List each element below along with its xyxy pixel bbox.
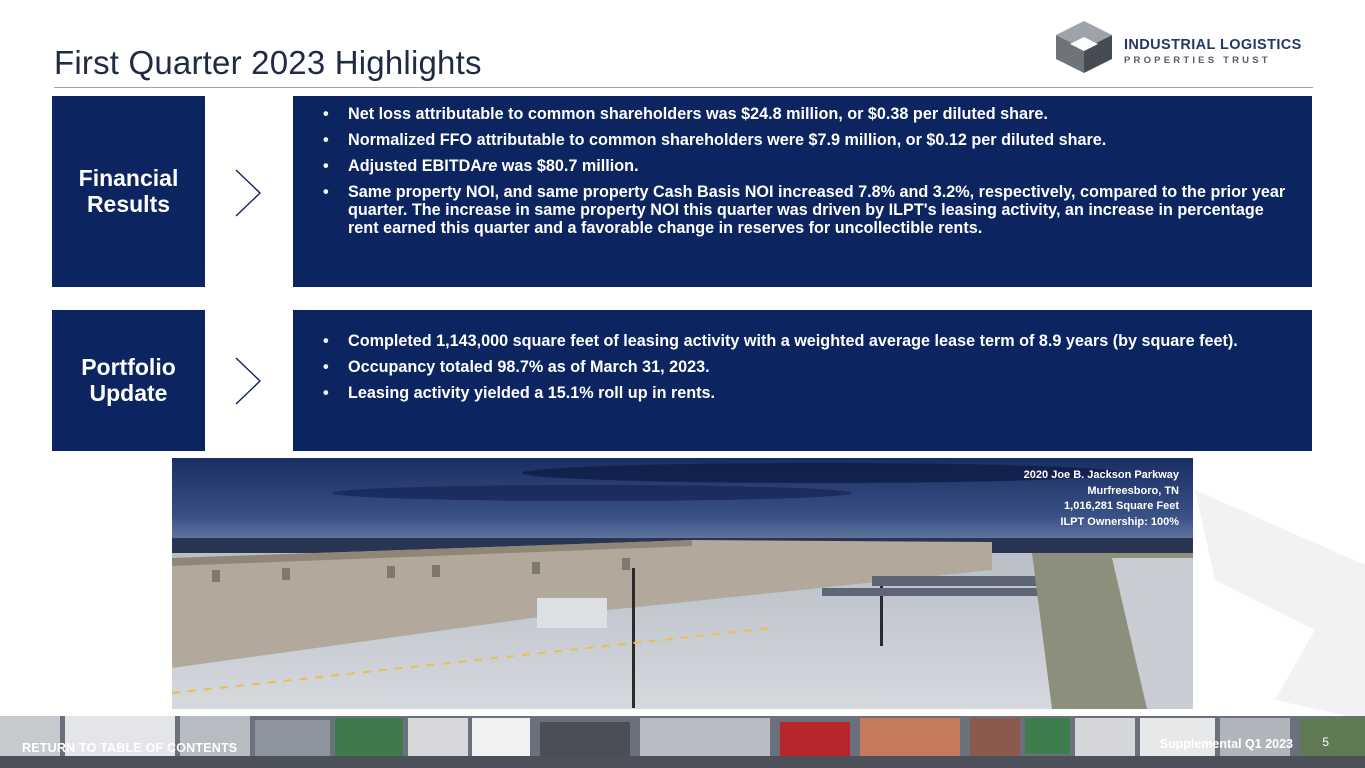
page-number: 5 [1322, 735, 1329, 749]
ebitda-value-text: was $80.7 million. [497, 157, 639, 175]
portfolio-bullet: • Completed 1,143,000 square feet of leasing activity with a weighted average lease term of 8.9 years (by square feet). [323, 332, 1292, 350]
cube-logo-icon [1054, 19, 1114, 75]
portfolio-bullet: • Leasing activity yielded a 15.1% roll up in rents. [323, 384, 1292, 402]
property-ownership: ILPT Ownership: 100% [1060, 515, 1179, 528]
return-to-toc-link[interactable]: RETURN TO TABLE OF CONTENTS [22, 741, 238, 755]
property-city: Murfreesboro, TN [1087, 484, 1179, 497]
ebitda-text: Adjusted EBITDA [348, 157, 482, 175]
financial-bullet: • Normalized FFO attributable to common shareholders were $7.9 million, or $0.12 per diluted share. [323, 131, 1292, 149]
portfolio-update-label [52, 310, 205, 451]
company-logo [1054, 19, 1324, 75]
ebitda-re-text: re [482, 157, 498, 175]
financial-results-label [52, 96, 205, 287]
financial-bullet: • Same property NOI, and same property Cash Basis NOI increased 7.8% and 3.2%, respectively, compared to the prior year quarter. The increase in same property NOI this quarter was driven by ILPT's leasing activity, an increase in percentage rent earned this quarter and a favorable change in reserves for uncollectible rents. [323, 183, 1292, 237]
page-title: First Quarter 2023 Highlights [54, 44, 482, 81]
property-size: 1,016,281 Square Feet [1064, 500, 1179, 512]
portfolio-label-line2: Update [89, 379, 168, 406]
portfolio-bullet-list [323, 332, 1292, 402]
financial-label-line1: Financial [78, 165, 179, 192]
property-caption [1024, 468, 1179, 530]
financial-bullet-list [323, 105, 1292, 237]
financial-bullet [323, 157, 1292, 175]
chevron-right-icon [232, 356, 264, 406]
portfolio-label-line1: Portfolio [81, 354, 176, 381]
financial-label-line2: Results [86, 190, 171, 217]
financial-bullet: • Net loss attributable to common shareholders was $24.8 million, or $0.38 per diluted share. [323, 105, 1292, 123]
decorative-shape [1185, 470, 1365, 720]
logo-name: INDUSTRIAL LOGISTICS [1124, 37, 1302, 53]
supplemental-label: Supplemental Q1 2023 [1159, 737, 1293, 751]
portfolio-bullet: • Occupancy totaled 98.7% as of March 31, 2023. [323, 358, 1292, 376]
logo-subname: PROPERTIES TRUST [1124, 55, 1271, 66]
financial-results-content [293, 96, 1312, 287]
chevron-right-icon [232, 168, 264, 218]
footer-bar [0, 716, 1365, 768]
portfolio-update-content [293, 310, 1312, 451]
title-divider [54, 87, 1313, 88]
property-address: 2020 Joe B. Jackson Parkway [1023, 469, 1179, 481]
property-photo [172, 458, 1193, 709]
